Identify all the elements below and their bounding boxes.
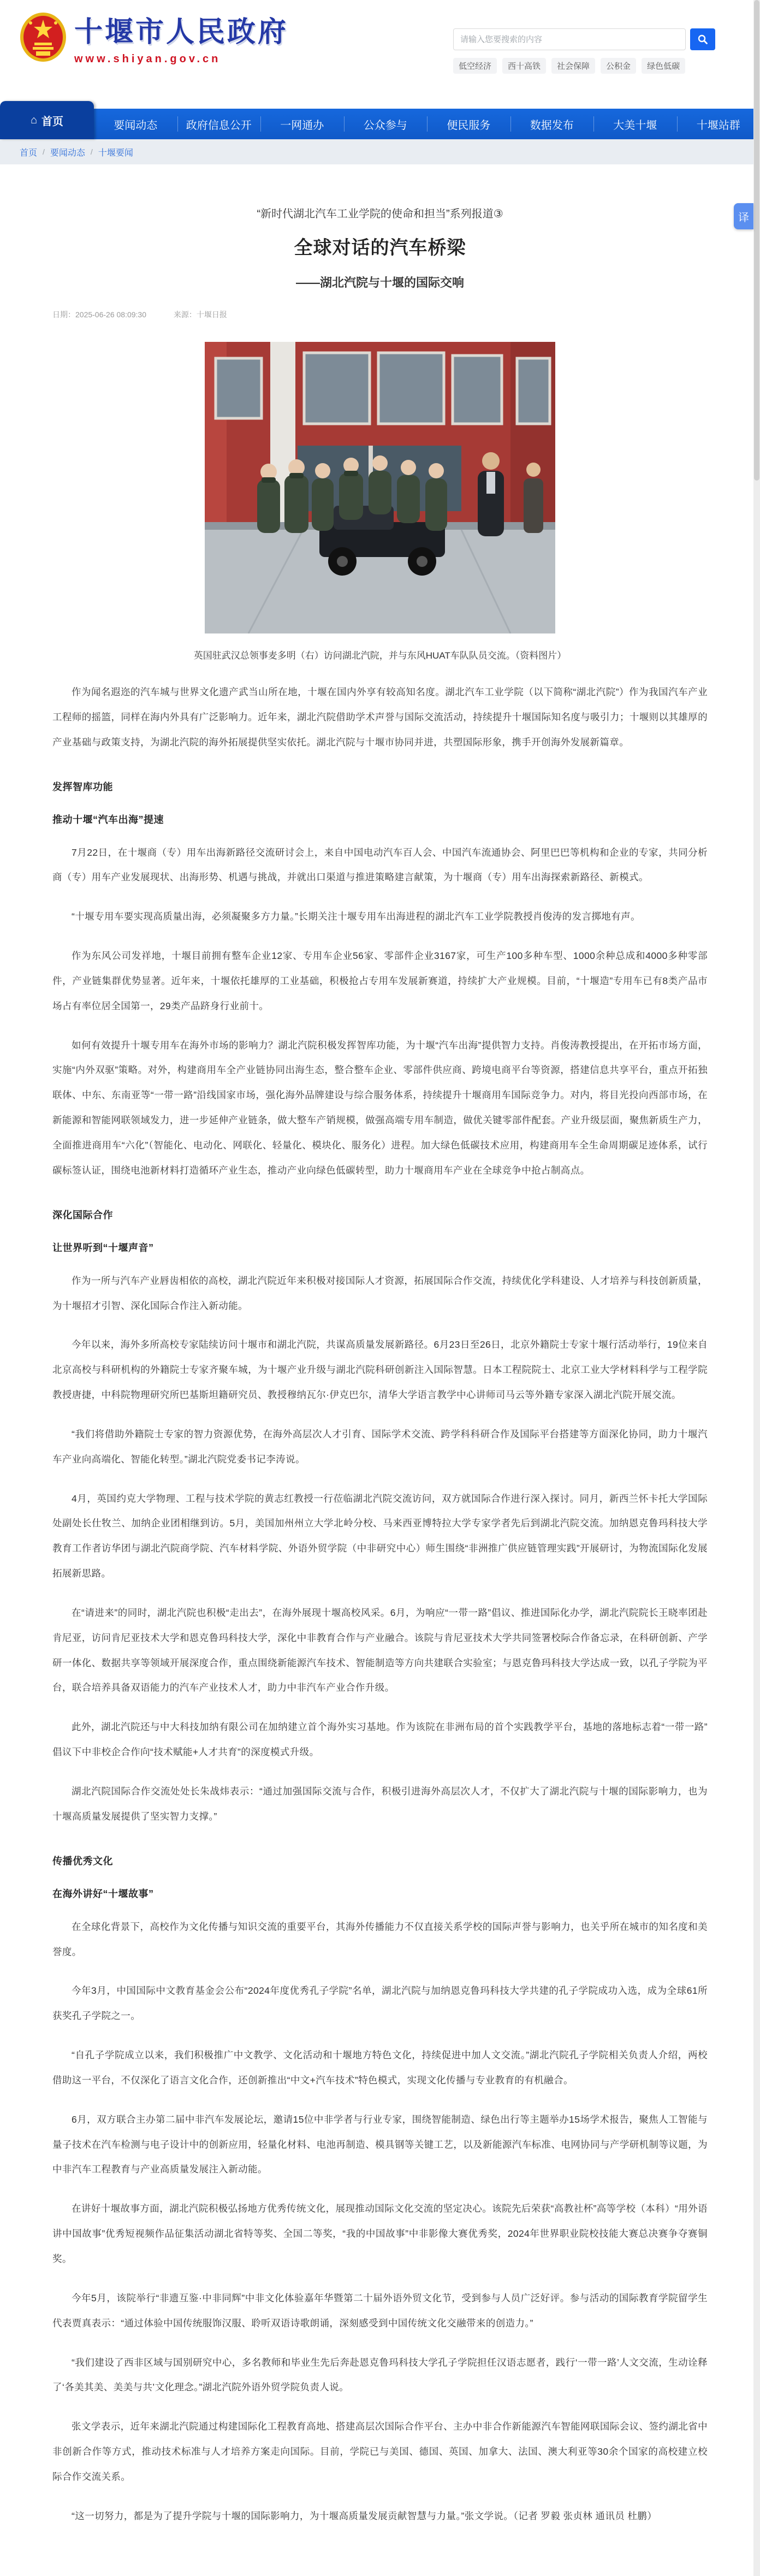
nav-item[interactable] [510, 109, 594, 139]
sub-heading: 推动十堰“汽车出海”提速 [52, 812, 708, 826]
nav-item-label: 大美十堰 [613, 116, 657, 132]
date-value: 2025-06-26 08:09:30 [75, 310, 146, 319]
translate-button[interactable]: 译 [734, 203, 753, 229]
nav-item[interactable] [0, 101, 94, 139]
article-paragraph: 作为一所与汽车产业唇齿相依的高校，湖北汽院近年来积极对接国际人才资源，拓展国际合作交流，持续优化学科建设、人才培养与科技创新质量，为十堰招才引智、深化国际合作注入新动能。 [52, 1269, 708, 1319]
nav-item[interactable] [427, 109, 510, 139]
scrollbar[interactable] [753, 0, 760, 2576]
search-icon [697, 34, 708, 45]
article-paragraph: “十堰专用车要实现高质量出海，必须凝聚多方力量。”长期关注十堰专用车出海进程的湖北汽车工业学院教授肖俊涛的发言掷地有声。 [52, 904, 708, 929]
breadcrumb-link[interactable]: 首页 [20, 146, 37, 158]
breadcrumb-link[interactable]: 要闻动态 [50, 146, 85, 158]
search-input[interactable] [453, 28, 686, 50]
quick-link[interactable]: 低空经济 [453, 58, 497, 74]
article [52, 164, 708, 2576]
site-title: 十堰市人民政府 [74, 9, 288, 50]
article-paragraph: 4月，英国约克大学物理、工程与技术学院的黄志红教授一行莅临湖北汽院交流访问，双方就国际合作进行深入探讨。同月，新西兰怀卡托大学国际处副处长仕牧兰、加纳企业团相继到访。5月，美国加州州立大学北岭分校、马来西亚博特拉大学专家学者先后到湖北汽院交流。加纳恩克鲁玛科技大学教育工作者访华团与湖北汽院商学院、汽车材料学院、外语外贸学院（中非研究中心）师生围绕“非洲推广供应链管理实践”开展研讨，为物流国际化发展拓展新思路。 [52, 1487, 708, 1586]
article-paragraph: 今年3月，中国国际中文教育基金会公布“2024年度优秀孔子学院”名单，湖北汽院与加纳恩克鲁玛科技大学共建的孔子学院成功入选，成为全球61所获奖孔子学院之一。 [52, 1979, 708, 2029]
article-paragraph: 7月22日，在十堰商（专）用车出海新路径交流研讨会上，来自中国电动汽车百人会、中国汽车流通协会、阿里巴巴等机构和企业的专家，共同分析商（专）用车产业发展现状、出海形势、机遇与挑战，并就出口渠道与推进策略建言献策，为十堰商（专）用车出海探索新路径、新模式。 [52, 840, 708, 891]
nav-item[interactable] [677, 109, 760, 139]
quick-link[interactable]: 西十高铁 [502, 58, 546, 74]
quick-link[interactable]: 社会保障 [551, 58, 595, 74]
breadcrumb-link[interactable]: 十堰要闻 [98, 146, 133, 158]
breadcrumb [0, 139, 760, 164]
source-label: 来源： [174, 310, 197, 319]
search-button[interactable] [690, 28, 715, 50]
quick-link[interactable]: 绿色低碳 [642, 58, 685, 74]
section-heading: 发挥智库功能 [52, 779, 708, 793]
home-icon: ⌂ [31, 115, 37, 126]
article-kicker: “新时代湖北汽车工业学院的使命和担当”系列报道③ [52, 205, 708, 221]
site-url: www.shiyan.gov.cn [74, 53, 288, 66]
nav-item-label: 要闻动态 [114, 116, 157, 132]
article-paragraph: 此外，湖北汽院还与中大科技加纳有限公司在加纳建立首个海外实习基地。作为该院在非洲布局的首个实践教学平台，基地的落地标志着“一带一路”倡议下中非校企合作向“技术赋能+人才共育”的深度模式升级。 [52, 1715, 708, 1765]
photo-caption: 英国驻武汉总领事麦多明（右）访问湖北汽院，并与东风HUAT车队队员交流。（资料图片） [52, 648, 708, 661]
article-photo [205, 342, 555, 633]
nav-item[interactable] [94, 109, 177, 139]
article-paragraph: 今年以来，海外多所高校专家陆续访问十堰市和湖北汽院，共谋高质量发展新路径。6月23日至26日，北京外籍院士专家十堰行活动举行，19位来自北京高校与科研机构的外籍院士专家齐聚车城，为十堰产业升级与湖北汽院科研创新注入国际智慧。日本工程院院士、北京工业大学材料科学与工程学院教授唐捷，中科院物理研究所巴基斯坦籍研究员、教授穆纳瓦尔·伊克巴尔，清华大学语言教学中心讲师司马云等外籍专家深入湖北汽院开展交流。 [52, 1333, 708, 1408]
quick-links [453, 58, 715, 74]
article-paragraph: “这一切努力，都是为了提升学院与十堰的国际影响力，为十堰高质量发展贡献智慧与力量。”张文学说。（记者 罗毅 张贞林 通讯员 杜鹏） [52, 2504, 708, 2529]
section-heading: 传播优秀文化 [52, 1853, 708, 1868]
nav-item-label: 十堰站群 [697, 116, 740, 132]
article-paragraph: “我们建设了西非区域与国别研究中心，多名教师和毕业生先后奔赴恩克鲁玛科技大学孔子学院担任汉语志愿者，践行‘一带一路’人文交流，生动诠释了‘各美其美、美美与共’文化理念。”湖北汽院外语外贸学院负责人说。 [52, 2350, 708, 2401]
nav-item-label: 一网通办 [280, 116, 324, 132]
nav-item[interactable] [177, 109, 261, 139]
national-emblem-logo [20, 12, 67, 62]
article-paragraph: 张文学表示，近年来湖北汽院通过构建国际化工程教育高地、搭建高层次国际合作平台、主办中非合作新能源汽车智能网联国际会议、签约湖北省中非创新合作等方式，推动技术标准与人才培养方案走向国际。目前，学院已与美国、德国、英国、加拿大、法国、澳大利亚等30余个国家的高校建立校际合作交流关系。 [52, 2414, 708, 2490]
breadcrumb-separator: / [91, 147, 93, 156]
article-subtitle: ——湖北汽院与十堰的国际交响 [52, 274, 708, 291]
article-paragraph: 6月，双方联合主办第二届中非汽车发展论坛，邀请15位中非学者与行业专家，围绕智能制造、绿色出行等主题举办15场学术报告，聚焦人工智能与量子技术在汽车检测与电子设计中的创新应用，轻量化材料、电池再制造、模具钢等关键工艺，以及新能源汽车标准、电网协同与产学研机制等议题，为中非汽车工程教育与产业高质量发展注入新动能。 [52, 2107, 708, 2183]
article-paragraph: 作为闻名遐迩的汽车城与世界文化遗产武当山所在地，十堰在国内外享有较高知名度。湖北汽车工业学院（以下简称“湖北汽院”）作为我国汽车产业工程师的摇篮，同样在海内外具有广泛影响力。近年来，湖北汽院借助学术声誉与国际交流活动，持续提升十堰国际知名度与吸引力；十堰则以其雄厚的产业基础与政策支持，为湖北汽院的海外拓展提供坚实依托。湖北汽院与十堰市协同并进，共塑国际形象，携手开创海外发展新篇章。 [52, 680, 708, 755]
date-label: 日期： [52, 310, 75, 319]
article-paragraph: 今年5月，该院举行“非遗互鉴·中非同辉”中非文化体验嘉年华暨第二十届外语外贸文化节，受到参与人员广泛好评。参与活动的国际教育学院留学生代表贾真表示：“通过体验中国传统服饰汉服、聆听双语诗歌朗诵，深刻感受到中国传统文化交融带来的创造力。” [52, 2286, 708, 2336]
main-nav [0, 109, 760, 139]
sub-heading: 让世界听到“十堰声音” [52, 1240, 708, 1254]
site-brand[interactable] [20, 9, 288, 66]
nav-item-label: 便民服务 [447, 116, 490, 132]
nav-item-label: 公众参与 [364, 116, 407, 132]
source-value: 十堰日报 [197, 310, 227, 319]
sub-heading: 在海外讲好“十堰故事” [52, 1886, 708, 1900]
article-paragraph: 在讲好十堰故事方面，湖北汽院积极弘扬地方优秀传统文化，展现推动国际文化交流的坚定决心。该院先后荣获“高教社杯”高等学校（本科）“用外语讲中国故事”优秀短视频作品征集活动湖北省特等奖、全国二等奖，“我的中国故事”中非影像大赛优秀奖，2024年世界职业院校技能大赛总决赛争夺赛铜奖。 [52, 2196, 708, 2272]
article-paragraph: 如何有效提升十堰专用车在海外市场的影响力？湖北汽院积极发挥智库功能，为十堰“汽车出海”提供智力支持。肖俊涛教授提出，在开拓市场方面，实施“内外双驱”策略。对外，构建商用车全产业链协同出海生态，整合整车企业、零部件供应商、跨境电商平台等资源，搭建信息共享平台，重点开拓独联体、中东、东南亚等“一带一路”沿线国家市场，强化海外品牌建设与综合服务体系，持续提升十堰商用车国际竞争力。对内，将目光投向西部市场，在新能源和智能网联领域发力，进一步延伸产业链条，做大整车产销规模，做强高端专用车制造，做优关键零部件配套。产业升级层面，聚焦新质生产力，全面推进商用车“六化”（智能化、电动化、网联化、轻量化、模块化、服务化）进程。加大绿色低碳技术应用，构建商用车全生命周期碳足迹体系，试行碳标签认证，围绕电池新材料打造循环产业生态，推动产业向绿色低碳转型，助力十堰商用车产业在全球竞争中抢占制高点。 [52, 1033, 708, 1183]
breadcrumb-separator: / [43, 147, 45, 156]
site-header [0, 0, 760, 101]
article-paragraph: 湖北汽院国际合作交流处处长朱战炜表示：“通过加强国际交流与合作，积极引进海外高层次人才，不仅扩大了湖北汽院与十堰的国际影响力，也为十堰高质量发展提供了坚实智力支撑。” [52, 1779, 708, 1829]
nav-item-label: 数据发布 [530, 116, 574, 132]
article-photo-image [205, 342, 555, 633]
article-body [52, 680, 708, 2529]
nav-item-label: 首页 [41, 112, 63, 128]
article-paragraph: 在“请进来”的同时，湖北汽院也积极“走出去”，在海外展现十堰高校风采。6月，为响应“一带一路”倡议、推进国际化办学，湖北汽院院长王晓率团赴肯尼亚，访问肯尼亚技术大学和恩克鲁玛科技大学，深化中非教育合作与产业融合。该院与肯尼亚技术大学共同签署校际合作备忘录，在科研创新、产学研一体化、数据共享等领域开展深度合作，重点围绕新能源汽车技术、智能制造等方向共建联合实验室；与恩克鲁玛科技大学达成一致，以孔子学院为平台，联合培养具备双语能力的汽车产业技术人才，助力中非汽车产业合作升级。 [52, 1601, 708, 1701]
nav-item[interactable] [260, 109, 344, 139]
nav-item[interactable] [344, 109, 428, 139]
section-heading: 深化国际合作 [52, 1207, 708, 1222]
article-paragraph: 作为东风公司发祥地，十堰目前拥有整车企业12家、专用车企业56家、零部件企业3167家，可生产100多种车型、1000余种总成和4000多种零部件，产业链集群优势显著。近年来，十堰依托雄厚的工业基础，积极抢占专用车发展新赛道，持续扩大产业规模。目前，“十堰造”专用车已有8类产品市场占有率位居全国第一，29类产品跻身行业前十。 [52, 944, 708, 1019]
nav-item[interactable] [593, 109, 677, 139]
article-paragraph: “自孔子学院成立以来，我们积极推广中文教学、文化活动和十堰地方特色文化，持续促进中加人文交流。”湖北汽院孔子学院相关负责人介绍，两校借助这一平台，不仅深化了语言文化合作，还创新推出“中文+汽车技术”特色模式，实现文化传播与专业教育的有机融合。 [52, 2043, 708, 2093]
nav-item-label: 政府信息公开 [186, 116, 252, 132]
article-paragraph: 在全球化背景下，高校作为文化传播与知识交流的重要平台，其海外传播能力不仅直接关系学校的国际声誉与影响力，也关乎所在城市的知名度和美誉度。 [52, 1915, 708, 1965]
article-paragraph: “我们将借助外籍院士专家的智力资源优势，在海外高层次人才引育、国际学术交流、跨学科科研合作及国际平台搭建等方面深化协同，助力十堰汽车产业向高端化、智能化转型。”湖北汽院党委书记李涛说。 [52, 1422, 708, 1472]
scrollbar-thumb[interactable] [754, 0, 759, 481]
quick-link[interactable]: 公积金 [601, 58, 636, 74]
article-title: 全球对话的汽车桥梁 [52, 233, 708, 259]
article-meta [52, 309, 708, 320]
